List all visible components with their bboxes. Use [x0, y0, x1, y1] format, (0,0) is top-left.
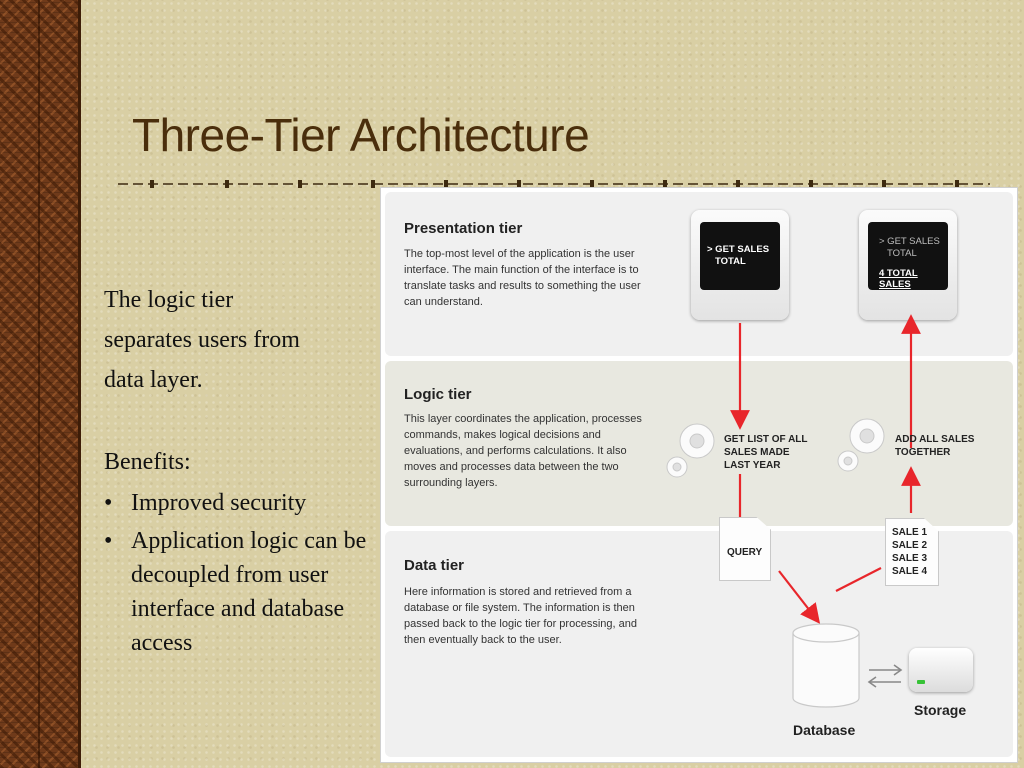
body-line: The logic tier — [104, 287, 234, 313]
gear-icon — [667, 424, 714, 477]
benefits-list — [104, 486, 374, 660]
storage-status-light — [917, 680, 925, 684]
storage-label: Storage — [914, 702, 967, 718]
benefit-text: Application logic can be decoupled from user interface and database access — [131, 528, 367, 656]
logic-step-request: GET LIST OF ALL SALES MADE LAST YEAR — [724, 434, 808, 471]
data-tier-title: Data tier — [404, 557, 465, 574]
query-label: QUERY — [727, 547, 763, 558]
bullet-icon: • — [104, 528, 113, 554]
benefit-text: Improved security — [131, 490, 307, 516]
arrow-to-database — [779, 571, 814, 616]
slide-body — [104, 280, 374, 660]
logic-tier-title: Logic tier — [404, 386, 472, 403]
database-label: Database — [793, 722, 856, 738]
body-line: separates users from — [104, 327, 300, 353]
slide-title: Three-Tier Architecture — [132, 109, 590, 161]
sale-results: SALE 1 SALE 2 SALE 3 SALE 4 — [892, 527, 928, 577]
presentation-tier-title: Presentation tier — [404, 220, 523, 237]
data-tier-description: Here information is stored and retrieved from a database or file system. The information is then passed back to the logic tier for processing, and then eventually back to the user. — [404, 586, 637, 646]
benefits-heading: Benefits: — [104, 449, 191, 475]
gear-icon — [838, 419, 884, 471]
screen-line: TOTAL — [887, 248, 917, 259]
storage-icon — [909, 648, 973, 692]
exchange-arrows-icon — [869, 665, 901, 687]
benefit-item — [104, 524, 374, 660]
screen-line: TOTAL — [715, 256, 746, 267]
database-icon — [793, 624, 859, 707]
logic-tier-description: This layer coordinates the application, processes commands, makes logical decisions and evaluations, and performs calculations. It also moves and processes data between the two surrounding layers. — [404, 413, 642, 489]
presentation-tier-description: The top-most level of the application is the user interface. The main function of the interface is to translate tasks and results to something the user can understand. — [404, 248, 641, 308]
body-line: data layer. — [104, 367, 203, 393]
screen-line: > GET SALES — [879, 236, 940, 247]
benefit-item — [104, 486, 374, 520]
screen-result: 4 TOTAL SALES — [879, 268, 918, 290]
logic-step-aggregate: ADD ALL SALES TOGETHER — [895, 434, 975, 458]
wood-sidebar — [0, 0, 81, 768]
screen-line: > GET SALES — [707, 244, 770, 255]
bullet-icon: • — [104, 490, 113, 516]
arrow-from-database — [836, 568, 881, 591]
three-tier-diagram — [380, 187, 1018, 763]
